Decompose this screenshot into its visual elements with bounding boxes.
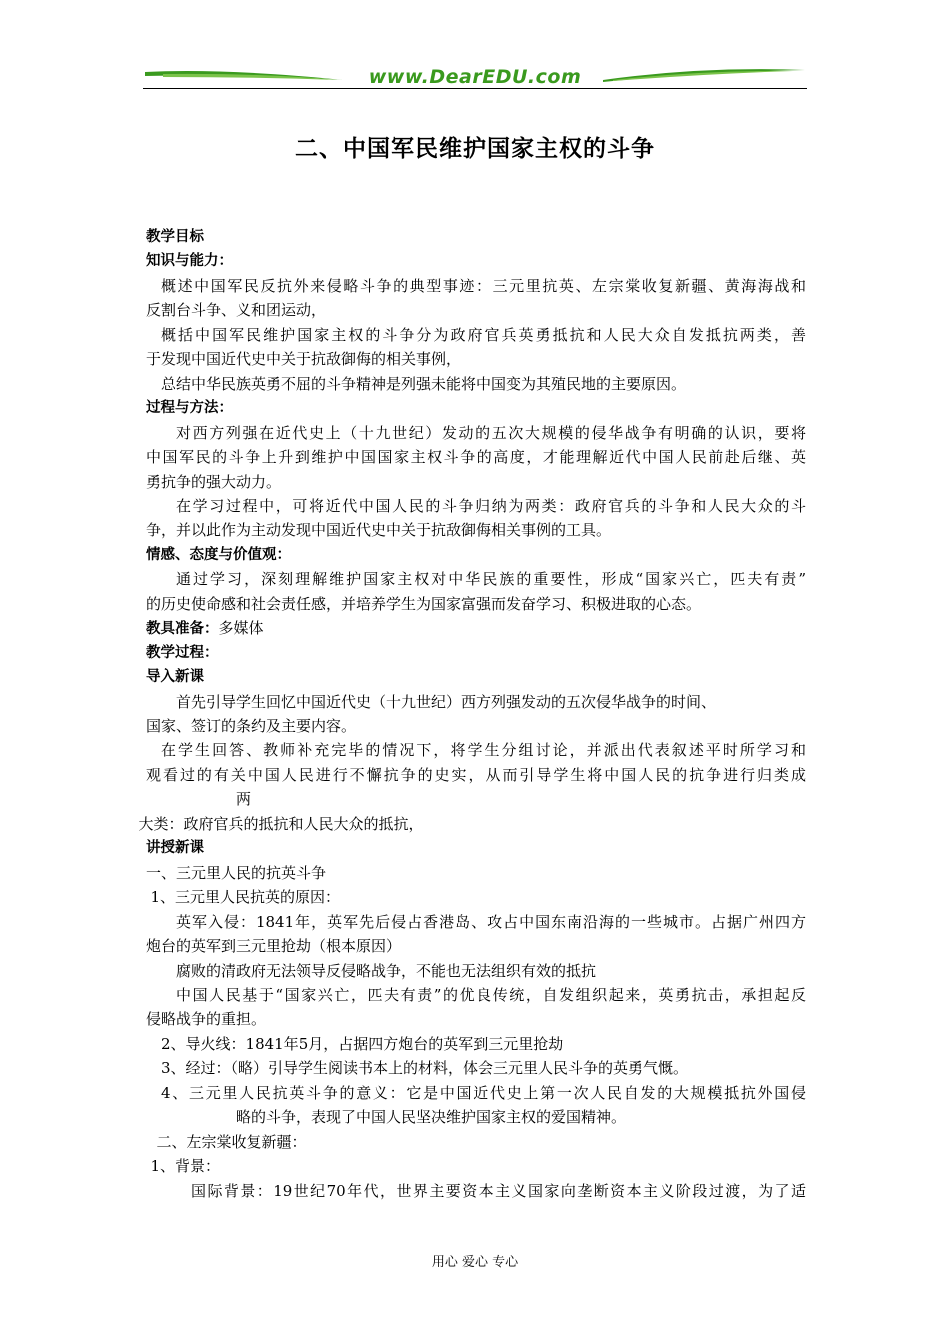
section-heading — [146, 226, 204, 248]
body-line — [176, 911, 806, 933]
line-text: 过程与方法： — [146, 400, 233, 417]
line-text: 导入新课 — [146, 669, 204, 686]
line-text: 侵略战争的重担。 — [146, 1010, 267, 1029]
body-line — [146, 593, 701, 615]
body-line — [146, 764, 806, 786]
body-line — [146, 715, 356, 737]
line-text: 教具准备： — [146, 621, 219, 638]
line-text: 在学生回答、教师补充完毕的情况下，将学生分组讨论，并派出代表叙述平时所学习和 — [161, 741, 806, 760]
line-text: 讲授新课 — [146, 840, 204, 857]
section-heading — [146, 617, 264, 640]
line-text: 3、经过：（略）引导学生阅读书本上的材料，体会三元里人民斗争的英勇气慨。 — [161, 1059, 689, 1078]
body-line — [146, 348, 461, 370]
line-text: 一、三元里人民的抗英斗争 — [146, 863, 327, 882]
section-heading — [146, 642, 219, 664]
line-text: 教学目标 — [146, 229, 204, 245]
line-text: 于发现中国近代史中关于抗敌御侮的相关事例， — [146, 350, 462, 369]
line-text: 情感、态度与价值观： — [146, 546, 291, 563]
header-rule — [143, 88, 807, 89]
site-logo-text: www.DearEDU.com — [368, 66, 582, 88]
body-line — [191, 1180, 806, 1202]
body-line — [161, 739, 806, 761]
line-text: 反割台斗争、义和团运动， — [146, 301, 327, 320]
section-heading — [146, 250, 233, 272]
body-line — [161, 1082, 806, 1104]
section-heading — [146, 837, 204, 859]
line-text: 中国人民基于“国家兴亡，匹夫有责”的优良传统，自发组织起来，英勇抗击，承担起反 — [176, 985, 806, 1004]
section-heading — [146, 666, 204, 688]
line-text: 国家、签订的条约及主要内容。 — [146, 717, 357, 735]
line-text: 争，并以此作为主动发现中国近代史中关于抗敌御侮相关事例的工具。 — [146, 521, 612, 540]
line-text: 略的斗争，表现了中国人民坚决维护国家主权的爱国精神。 — [236, 1108, 627, 1127]
line-text: 二、左宗棠收复新疆： — [156, 1132, 307, 1151]
line-text: 总结中华民族英勇不屈的斗争精神是列强未能将中国变为其殖民地的主要原因。 — [161, 374, 687, 393]
body-line — [161, 275, 806, 297]
body-line — [161, 324, 806, 346]
line-text: 大类：政府官兵的抵抗和人民大众的抵抗， — [138, 814, 424, 833]
body-line — [176, 691, 716, 713]
line-text: 首先引导学生回忆中国近代史（十九世纪）西方列强发动的五次侵华战争的时间、 — [176, 692, 717, 711]
page-title: 二、中国军民维护国家主权的斗争 — [295, 136, 655, 162]
body-line — [161, 1033, 563, 1055]
line-text: 英军入侵：1841年，英军先后侵占香港岛、攻占中国东南沿海的一些城市。占据广州四方 — [176, 912, 806, 931]
line-text: 两 — [236, 790, 252, 809]
body-line — [146, 299, 326, 321]
body-line — [146, 862, 326, 884]
line-text: 概括中国军民维护国家主权的斗争分为政府官兵英勇抵抗和人民大众自发抵抗两类，善 — [161, 325, 806, 344]
body-line — [176, 984, 806, 1006]
line-value: 多媒体 — [218, 619, 264, 638]
body-line — [151, 886, 341, 908]
body-line — [151, 1155, 221, 1177]
line-text: 知识与能力： — [146, 253, 233, 270]
body-line — [176, 422, 806, 444]
body-line — [146, 1008, 266, 1030]
body-line — [161, 1057, 688, 1079]
body-line — [146, 935, 401, 957]
line-text: 腐败的清政府无法领导反侵略战争，不能也无法组织有效的抵抗 — [176, 961, 597, 980]
body-line — [176, 960, 596, 982]
line-text: 观看过的有关中国人民进行不懈抗争的史实，从而引导学生将中国人民的抗争进行归类成 — [146, 765, 806, 784]
line-text: 教学过程： — [146, 644, 219, 661]
body-line — [157, 1131, 307, 1153]
line-text: 炮台的英军到三元里抢劫（根本原因） — [146, 937, 402, 956]
body-line — [146, 471, 281, 493]
line-text: 在学习过程中，可将近代中国人民的斗争归纳为两类：政府官兵的斗争和人民大众的斗 — [176, 496, 806, 515]
line-text: 国际背景：19世纪70年代，世界主要资本主义国家向垄断资本主义阶段过渡，为了适 — [191, 1181, 806, 1200]
line-text: 概述中国军民反抗外来侵略斗争的典型事迹：三元里抗英、左宗棠收复新疆、黄海海战和 — [161, 276, 806, 295]
body-line — [146, 446, 806, 468]
page-footer: 用心 爱心 专心 — [431, 1255, 519, 1270]
section-heading — [146, 397, 233, 419]
body-line — [236, 788, 251, 810]
line-text: 1、三元里人民抗英的原因： — [150, 888, 341, 907]
line-text: 1、背景： — [150, 1157, 221, 1176]
line-text: 对西方列强在近代史上（十九世纪）发动的五次大规模的侵华战争有明确的认识，要将 — [176, 423, 806, 442]
body-line — [161, 373, 686, 395]
body-line — [146, 519, 611, 541]
line-text: 中国军民的斗争上升到维护中国国家主权斗争的高度，才能理解近代中国人民前赴后继、英 — [146, 448, 806, 467]
body-line — [236, 1106, 626, 1128]
line-text: 通过学习，深刻理解维护国家主权对中华民族的重要性，形成“国家兴亡，匹夫有责” — [176, 570, 806, 589]
body-line — [139, 813, 424, 835]
line-text: 的历史使命感和社会责任感，并培养学生为国家富强而发奋学习、积极进取的心态。 — [146, 594, 702, 613]
body-line — [176, 568, 806, 590]
body-line — [176, 495, 806, 517]
line-text: 4、三元里人民抗英斗争的意义：它是中国近代史上第一次人民自发的大规模抵抗外国侵 — [161, 1083, 806, 1102]
section-heading — [146, 544, 291, 566]
line-text: 勇抗争的强大动力。 — [146, 472, 282, 491]
line-text: 2、导火线：1841年5月，占据四方炮台的英军到三元里抢劫 — [161, 1034, 564, 1053]
